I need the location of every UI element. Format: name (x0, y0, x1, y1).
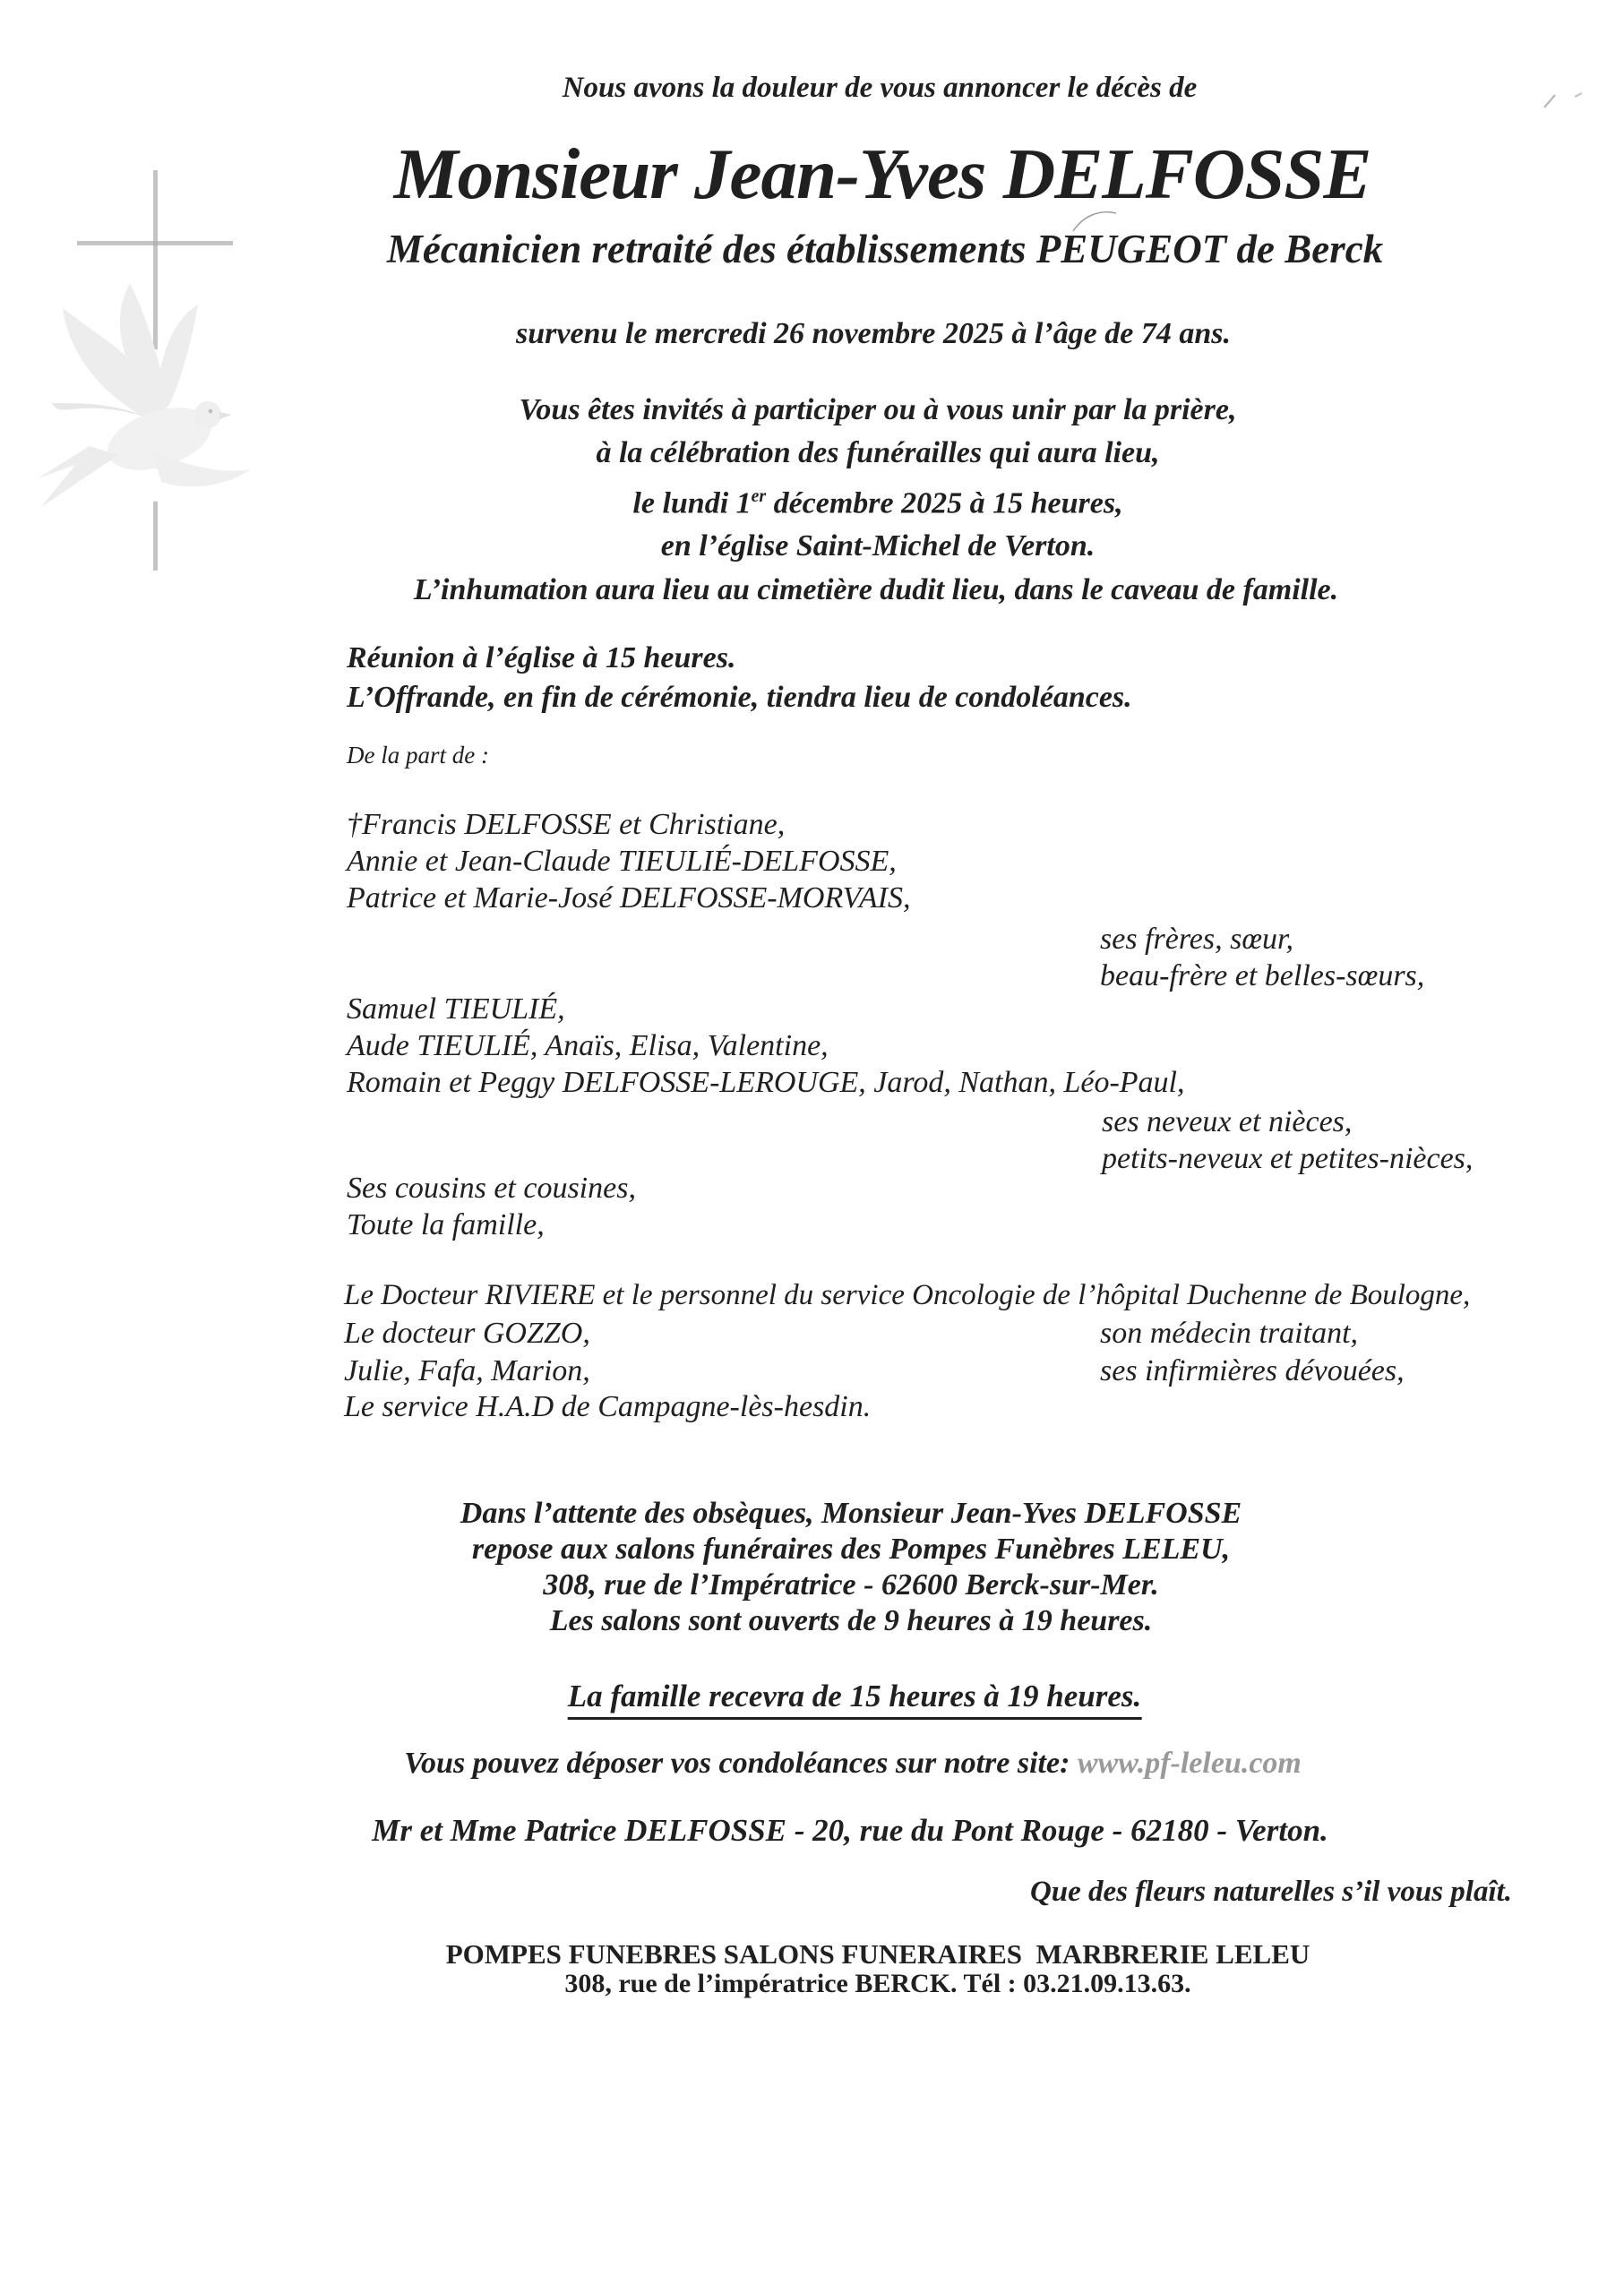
announcement-intro: Nous avons la douleur de vous annoncer le décès de (562, 72, 1198, 104)
medical-had-line: Le service H.A.D de Campagne-lès-hesdin. (344, 1390, 872, 1423)
family-group-1 (347, 806, 910, 916)
family-member: Patrice et Marie-José DELFOSSE-MORVAIS, (347, 881, 911, 915)
condolences-url: www.pf-leleu.com (1077, 1747, 1302, 1780)
relation-label-group-2 (1102, 1104, 1473, 1177)
contact-address-line: Mr et Mme Patrice DELFOSSE - 20, rue du Pont Rouge - 62180 - Verton. (372, 1813, 1328, 1848)
family-group-2 (347, 991, 1185, 1101)
relation-label-group-1 (1100, 921, 1424, 994)
repose-line-4: Les salons sont ouverts de 9 heures à 19 heures. (549, 1604, 1153, 1637)
condolences-line (404, 1747, 1302, 1781)
medical-gozzo-relation: son médecin traitant, (1100, 1317, 1359, 1350)
medical-oncology-line: Le Docteur RIVIERE et le personnel du service Oncologie de l’hôpital Duchenne de Boulogne, (344, 1279, 1471, 1311)
invitation-line-2: à la célébration des funérailles qui aura lieu, (596, 436, 1160, 469)
invitation-line-1: Vous êtes invités à participer ou à vous unir par la prière, (519, 393, 1237, 426)
repose-block (460, 1496, 1242, 1639)
medical-nurses: Julie, Fafa, Marion, (344, 1354, 590, 1387)
death-date-line: survenu le mercredi 26 novembre 2025 à l’âge de 74 ans. (516, 317, 1231, 350)
offrande-line: L’Offrande, en fin de cérémonie, tiendra lieu de condoléances. (347, 681, 1132, 714)
family-member: Annie et Jean-Claude TIEULIÉ-DELFOSSE, (347, 845, 897, 878)
family-member: Toute la famille, (347, 1208, 545, 1241)
invitation-block (520, 389, 1237, 568)
cross-icon-horizontal (77, 241, 233, 245)
family-member: Ses cousins et cousines, (347, 1172, 636, 1205)
reunion-line: Réunion à l’église à 15 heures. (347, 641, 736, 674)
condolences-text: Vous pouvez déposer vos condoléances sur notre site: (404, 1747, 1078, 1780)
family-member: Samuel TIEULIÉ, (347, 992, 565, 1026)
ordinal-superscript: er (751, 486, 767, 506)
dove-image (25, 269, 271, 528)
relation-line: ses frères, sœur, (1100, 923, 1293, 956)
repose-line-1: Dans l’attente des obsèques, Monsieur Jean-Yves DELFOSSE (460, 1497, 1242, 1530)
repose-line-3: 308, rue de l’Impératrice - 62600 Berck-sur-Mer. (543, 1568, 1159, 1602)
flowers-request-line: Que des fleurs naturelles s’il vous plaît. (1029, 1876, 1513, 1908)
family-member: Aude TIEULIÉ, Anaïs, Elisa, Valentine, (347, 1029, 829, 1062)
invitation-line-3-pre: le lundi 1 (632, 486, 752, 520)
medical-nurses-relation: ses infirmières dévouées, (1100, 1354, 1405, 1387)
deceased-name-title: Monsieur Jean-Yves DELFOSSE (393, 133, 1371, 214)
repose-line-2: repose aux salons funéraires des Pompes Funèbres LELEU, (471, 1533, 1231, 1566)
relation-line: beau-frère et belles-sœurs, (1100, 959, 1425, 992)
footer-company-line: POMPES FUNEBRES SALONS FUNERAIRES MARBRERIE LELEU (445, 1938, 1310, 1970)
family-group-3 (347, 1170, 636, 1243)
reception-hours-line: La famille recevra de 15 heures à 19 heures. (568, 1679, 1142, 1720)
inhumation-line: L’inhumation aura lieu au cimetière dudit lieu, dans le caveau de famille. (413, 573, 1339, 606)
relation-line: ses neveux et nièces, (1102, 1105, 1353, 1138)
footer-address-line: 308, rue de l’impératrice BERCK. Tél : 03.21.09.13.63. (564, 1969, 1191, 1998)
family-member: †Francis DELFOSSE et Christiane, (347, 808, 786, 841)
invitation-line-3 (520, 475, 1237, 525)
de-la-part-label: De la part de : (347, 742, 489, 769)
scan-marks-artifact (1539, 84, 1596, 115)
deceased-profession: Mécanicien retraité des établissements PEUGEOT de Berck (386, 227, 1384, 271)
invitation-line-4: en l’église Saint-Michel de Verton. (660, 529, 1096, 563)
family-member: Romain et Peggy DELFOSSE-LEROUGE, Jarod, Nathan, Léo-Paul, (347, 1066, 1185, 1099)
invitation-line-3-post: décembre 2025 à 15 heures, (766, 486, 1123, 520)
medical-gozzo: Le docteur GOZZO, (344, 1317, 590, 1350)
relation-line: petits-neveux et petites-nièces, (1102, 1142, 1474, 1175)
